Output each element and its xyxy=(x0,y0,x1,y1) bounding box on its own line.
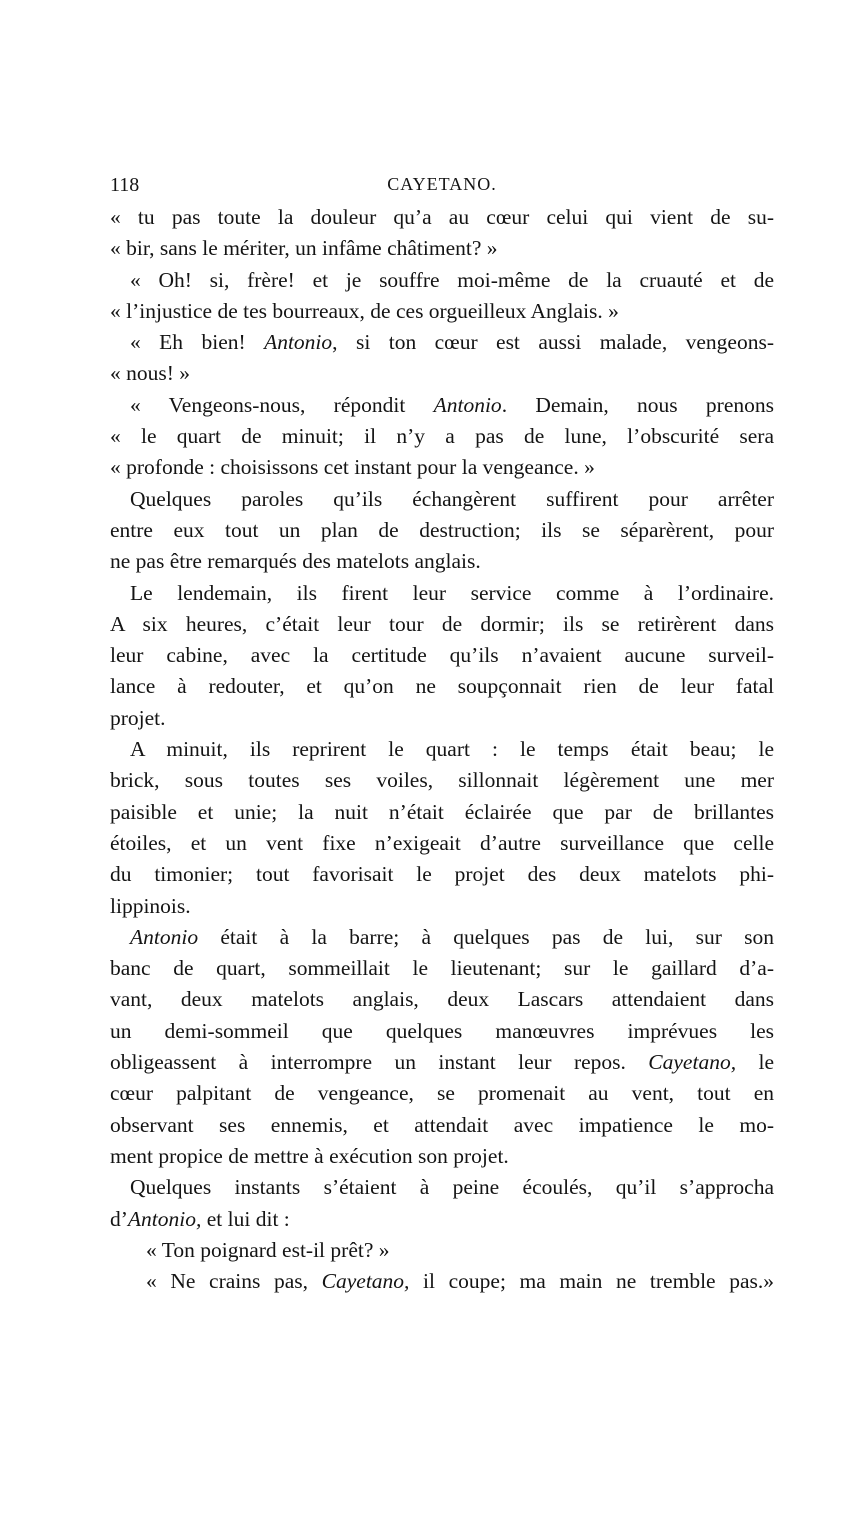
text-line xyxy=(110,984,774,1015)
line-text: ment propice de mettre à exécution son projet. xyxy=(110,1143,509,1168)
text-line xyxy=(110,578,774,609)
line-text: A minuit, ils reprirent le quart : le temps était beau; le xyxy=(130,737,774,762)
line-text: « Vengeons-nous, répondit xyxy=(130,392,434,417)
line-text: étoiles, et un vent fixe n’exigeait d’autre surveillance que celle xyxy=(110,830,774,855)
text-line xyxy=(110,640,774,671)
text-line xyxy=(110,859,774,890)
line-text: « Eh bien! xyxy=(130,330,265,355)
line-text: était à la barre; à quelques pas de lui, sur son xyxy=(198,924,774,949)
text-line xyxy=(110,828,774,859)
text-line xyxy=(110,922,774,953)
line-text: lance à redouter, et qu’on ne soupçonnait rien de leur fatal xyxy=(110,674,774,699)
line-text: « profonde : choisissons cet instant pour la vengeance. » xyxy=(110,455,595,480)
text-line xyxy=(110,515,774,546)
line-text: ne pas être remarqués des matelots anglais. xyxy=(110,549,481,574)
line-text: il coupe; ma main ne tremble pas.» xyxy=(409,1269,774,1294)
body-text xyxy=(110,202,774,1297)
page-number: 118 xyxy=(110,174,140,196)
line-text: leur cabine, avec la certitude qu’ils n’avaient aucune surveil- xyxy=(110,643,774,668)
line-text: « tu pas toute la douleur qu’a au cœur celui qui vient de su- xyxy=(110,205,774,229)
text-line xyxy=(110,1266,774,1297)
line-text: . Demain, nous prenons xyxy=(501,392,775,417)
italic-name: Cayetano, xyxy=(321,1269,410,1294)
line-text: « Ton poignard est-il prêt? » xyxy=(146,1237,390,1262)
italic-name: Antonio xyxy=(264,330,333,355)
line-text: « le quart de minuit; il n’y a pas de lune, l’obscurité sera xyxy=(110,424,774,449)
line-text: du timonier; tout favorisait le projet des deux matelots phi- xyxy=(110,862,774,887)
italic-name: Antonio, xyxy=(127,1206,202,1231)
line-text: un demi-sommeil que quelques manœuvres imprévues les xyxy=(110,1018,774,1043)
text-line xyxy=(110,1204,774,1235)
line-text: « nous! » xyxy=(110,361,191,386)
text-line xyxy=(110,953,774,984)
text-line xyxy=(110,797,774,828)
italic-name: Cayetano, xyxy=(648,1050,737,1075)
line-text: paisible et unie; la nuit n’était éclairée que par de brillantes xyxy=(110,799,774,824)
line-text: obligeassent à interrompre un instant leur repos. xyxy=(110,1050,649,1075)
line-text: cœur palpitant de vengeance, se promenait au vent, tout en xyxy=(110,1081,774,1106)
text-line xyxy=(110,327,774,358)
line-text: « Oh! si, frère! et je souffre moi-même de la cruauté et de xyxy=(130,267,774,292)
line-text: A six heures, c’était leur tour de dormir; ils se retirèrent dans xyxy=(110,611,774,636)
italic-name: Antonio xyxy=(130,924,199,949)
text-line xyxy=(110,390,774,421)
text-line xyxy=(110,265,774,296)
line-text: vant, deux matelots anglais, deux Lascars attendaient dans xyxy=(110,987,774,1012)
text-line xyxy=(110,1016,774,1047)
text-line xyxy=(110,1235,774,1266)
line-text: Quelques paroles qu’ils échangèrent suffirent pour arrêter xyxy=(130,486,774,511)
line-text: brick, sous toutes ses voiles, sillonnait légèrement une mer xyxy=(110,768,774,793)
text-line xyxy=(110,703,774,734)
line-text: et lui dit : xyxy=(201,1206,290,1231)
line-text: observant ses ennemis, et attendait avec impatience le mo- xyxy=(110,1112,774,1137)
text-line xyxy=(110,546,774,577)
text-line xyxy=(110,1141,774,1172)
text-line xyxy=(110,1047,774,1078)
line-text: lippinois. xyxy=(110,893,191,918)
line-text: « bir, sans le mériter, un infâme châtiment? » xyxy=(110,236,498,261)
text-line xyxy=(110,734,774,765)
text-line xyxy=(110,233,774,264)
line-text: projet. xyxy=(110,705,166,730)
line-text: Quelques instants s’étaient à peine écoulés, qu’il s’approcha xyxy=(130,1175,774,1200)
text-line xyxy=(110,296,774,327)
text-line xyxy=(110,765,774,796)
text-line xyxy=(110,452,774,483)
line-text: , si ton cœur est aussi malade, vengeons- xyxy=(332,330,774,355)
page-header xyxy=(110,170,774,202)
text-line xyxy=(110,1078,774,1109)
line-text: « Ne crains pas, xyxy=(146,1269,322,1294)
line-text: banc de quart, sommeillait le lieutenant; sur le gaillard d’a- xyxy=(110,956,774,981)
line-text: « l’injustice de tes bourreaux, de ces orgueilleux Anglais. » xyxy=(110,298,619,323)
italic-name: Antonio xyxy=(433,392,502,417)
text-line xyxy=(110,891,774,922)
line-text: le xyxy=(736,1050,774,1075)
text-line xyxy=(110,671,774,702)
line-text: entre eux tout un plan de destruction; ils se séparèrent, pour xyxy=(110,517,774,542)
text-line xyxy=(110,421,774,452)
text-line xyxy=(110,358,774,389)
line-text: Le lendemain, ils firent leur service comme à l’ordinaire. xyxy=(130,580,774,605)
text-line xyxy=(110,1110,774,1141)
running-title: CAYETANO. xyxy=(387,174,497,194)
text-line xyxy=(110,1172,774,1203)
book-page xyxy=(110,170,774,1297)
line-text: d’ xyxy=(110,1206,128,1231)
text-line xyxy=(110,202,774,233)
text-line xyxy=(110,484,774,515)
text-line xyxy=(110,609,774,640)
